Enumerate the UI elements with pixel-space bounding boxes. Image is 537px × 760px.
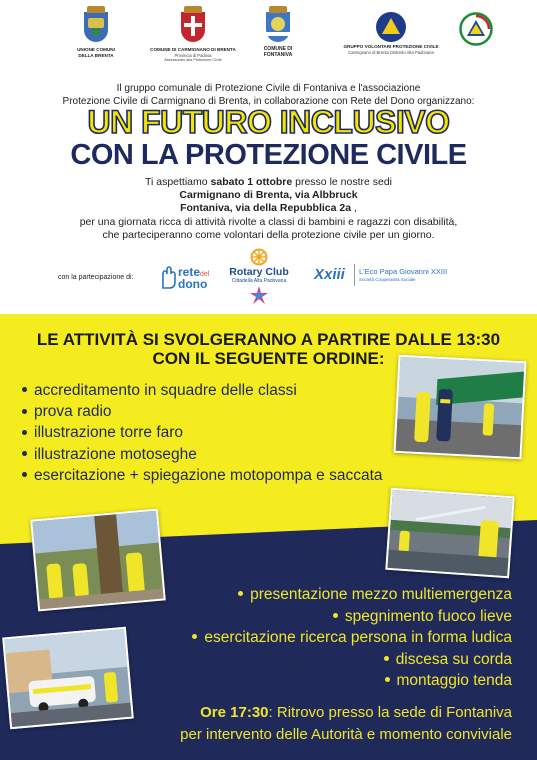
- list-item: accreditamento in squadre delle classi: [22, 380, 383, 401]
- logo-subcaption: Carmignano di Brenta Distretto Alta Padovana: [348, 49, 434, 55]
- partners-label: con la partecipazione di:: [58, 274, 134, 281]
- logo-caption: GRUPPO VOLONTARI PROTEZIONE CIVILE: [343, 44, 439, 49]
- logo-caption: COMUNE DI FONTANIVA: [263, 46, 293, 58]
- logo-rete-del-dono: [160, 262, 218, 296]
- list-item: illustrazione torre faro: [22, 422, 383, 443]
- eco-name: L'Eco Papa Giovanni XXIII: [359, 267, 448, 276]
- headline-line-2: CON LA PROTEZIONE CIVILE: [70, 139, 467, 171]
- bullet-icon: [22, 472, 27, 477]
- list-item: discesa su corda: [192, 649, 512, 671]
- bullet-icon: [22, 409, 27, 414]
- colorful-star-icon: [244, 285, 274, 305]
- list-item: esercitazione ricerca persona in forma ludica: [192, 627, 512, 649]
- logo-eco-papa-giovanni: [314, 264, 464, 294]
- coat-of-arms-icon: [266, 12, 290, 42]
- del-text: del: [200, 271, 210, 278]
- event-details: [0, 176, 537, 242]
- list-item: spegnimento fuoco lieve: [192, 606, 512, 628]
- details-line-place1: [0, 189, 537, 202]
- bullet-icon: [22, 430, 27, 435]
- coat-of-arms-icon: [181, 12, 205, 42]
- coat-of-arms-icon: [84, 12, 108, 42]
- closing-time: Ore 17:30: [200, 704, 269, 721]
- headline-line-1: UN FUTURO INCLUSIVO: [87, 104, 450, 140]
- venue-suffix: ,: [351, 202, 357, 215]
- activities-title-line2: CON IL SEGUENTE ORDINE:: [152, 349, 385, 368]
- logo-caption: COMUNE DI CARMIGNANO DI BRENTA: [150, 47, 236, 52]
- logo-subcaption-extra: Assessorato alla Protezione Civile: [164, 57, 222, 62]
- logo-unione-comuni: [72, 12, 120, 58]
- logo-comune-fontaniva: [254, 12, 302, 58]
- photo-motopump-exercise: [385, 488, 514, 578]
- logo-subcaption: Provincia di Padova: [174, 52, 212, 58]
- bullet-icon: [192, 634, 197, 639]
- details-line-date: [0, 176, 537, 189]
- rotary-name: Rotary Club: [229, 266, 289, 278]
- photo-volunteers-tent: [394, 355, 527, 460]
- dono-text: dono: [178, 277, 208, 291]
- bullet-icon: [384, 656, 389, 661]
- details-post: presso le nostre sedi: [292, 176, 393, 188]
- details-pre: Ti aspettiamo: [144, 176, 211, 188]
- closing-line2: per intervento delle Autorità e momento conviviale: [180, 725, 512, 743]
- logo-row: [0, 12, 537, 72]
- venue-carmignano: Carmignano di Brenta, via Albbruck: [179, 189, 358, 202]
- list-item: presentazione mezzo multiemergenza: [192, 584, 512, 606]
- event-date: sabato 1 ottobre: [210, 176, 293, 188]
- bullet-icon: [333, 613, 338, 618]
- activities-list-1: [22, 380, 383, 486]
- details-line-4: per una giornata ricca di attività rivolte a classi di bambini e ragazzi con disabilità,: [79, 215, 458, 228]
- logo-protezione-civile: [456, 12, 496, 51]
- details-line-place2: [0, 202, 537, 215]
- list-item: montaggio tenda: [192, 670, 512, 692]
- rotary-subtitle: Cittadella Alta Padovana: [231, 278, 287, 284]
- details-line-5: che parteciperanno come volontari della protezione civile per un giorno.: [102, 228, 435, 241]
- logo-caption: UNIONE COMUNI DELLA BRENTA: [77, 47, 115, 58]
- eco-brand-mark: Xxiii: [314, 266, 345, 283]
- list-item: prova radio: [22, 401, 383, 422]
- closing-text: [180, 702, 512, 745]
- list-item: esercitazione + spiegazione motopompa e saccata: [22, 465, 383, 486]
- intro-line: Il gruppo comunale di Protezione Civile di Fontaniva e l'associazione: [116, 83, 421, 94]
- bullet-icon: [385, 677, 390, 682]
- rotary-wheel-icon: [250, 248, 268, 266]
- logo-rotary: [223, 248, 295, 310]
- eco-subtitle: Società Cooperativa Sociale: [359, 277, 416, 282]
- closing-line1-text: : Ritrovo presso la sede di Fontaniva: [268, 704, 512, 721]
- bullet-icon: [238, 591, 243, 596]
- activities-title-line1: LE ATTIVITÀ SI SVOLGERANNO A PARTIRE DALLE 13:30: [36, 330, 501, 349]
- bullet-icon: [22, 451, 27, 456]
- venue-fontaniva: Fontaniva, via della Repubblica 2a: [180, 202, 352, 215]
- rete-text: rete: [178, 265, 201, 279]
- hand-icon: [160, 266, 176, 290]
- partners-row: [0, 250, 537, 310]
- activities-list-2: [192, 584, 512, 692]
- civil-protection-emblem-icon: [376, 12, 406, 42]
- logo-gruppo-volontari: [338, 12, 444, 55]
- photo-chainsaw-demo: [30, 509, 166, 612]
- intro-line: Protezione Civile di Carmignano di Brenta, in collaborazione con Rete del Dono organizzano:: [62, 95, 475, 107]
- bullet-icon: [22, 387, 27, 392]
- protezione-civile-triangle-icon: [459, 12, 493, 46]
- list-item: illustrazione motoseghe: [22, 444, 383, 465]
- photo-emergency-vehicle: [2, 627, 134, 729]
- logo-comune-carmignano: [148, 12, 238, 63]
- closing-line1: [180, 702, 512, 724]
